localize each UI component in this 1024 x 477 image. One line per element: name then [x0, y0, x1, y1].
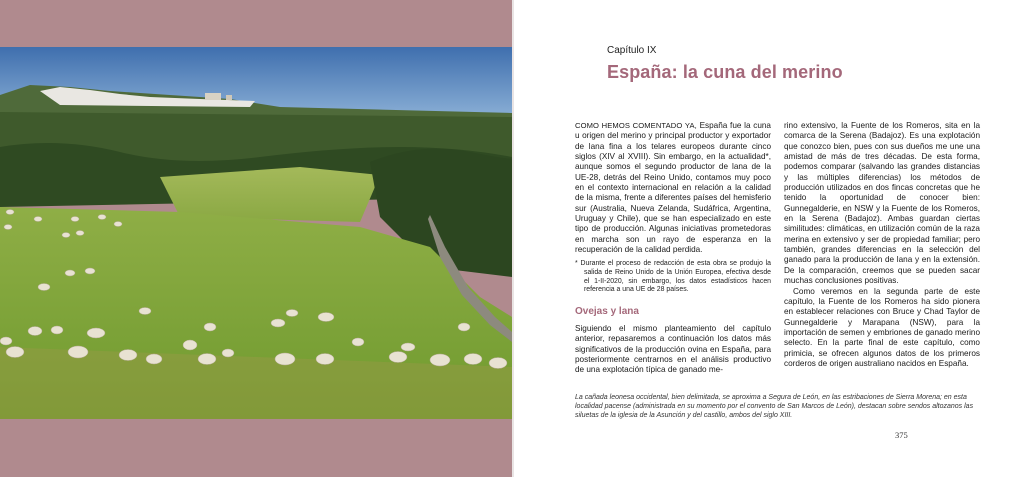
footnote: * Durante el proceso de redacción de esta obra se produjo la salida de Reino Unido de la Unión Europea, efectiva desde el 1-II-2020, sin embargo, los datos estadísticos hacen referencia a una UE de 28 países.: [575, 260, 771, 294]
paragraph-continued: rino extensivo, la Fuente de los Romeros, sita en la comarca de la Serena (Badajoz). Es una explotación que conozco bien, pues con sus dueños me une una amistad de más de tres décadas. De esta forma, podemos comparar (salvando las grandes distancias y las múltiples diferencias) los métodos de producción utilizados en dos fincas concretas que he tenido la oportunidad de conocer bien: Gunnegalderie, en NSW y la Fuente de los Romeros, en la Serena (Badajoz). Ambas guardan ciertas similitudes: climáticas, en utilización común de la raza merina en extensivo y ser de propiedad familiar; pero también, grandes diferencias en la selección del ganado para la producción de lana y en la extensión. De la comparación, creemos que se pueden sacar muchas conclusiones positivas.: [784, 121, 980, 286]
chapter-label: Capítulo IX: [607, 45, 657, 56]
paragraph-second: Como veremos en la segunda parte de este capítulo, la Fuente de los Romeros ha sido pionera en establecer relaciones con Bruce y Chad Taylor de Gunnegalderie y Marapana (NSW), para la importación de semen y embriones de ganado merino selecto. En la parte final de este capítulo, como primicia, se ofrecen algunos datos de los primeros corderos de origen australiano nacidos en España.: [784, 286, 980, 368]
right-page: [514, 0, 1024, 477]
text-column-left: [575, 121, 771, 376]
landscape-photo-sheep: [0, 47, 512, 419]
lead-in-text: COMO HEMOS COMENTADO YA,: [575, 121, 697, 130]
paragraph-intro: [575, 121, 771, 255]
paragraph-intro-body: España fue la cuna u origen del merino y principal productor y exportador de lana fina a los telares europeos durante cinco siglos (XIV al XVIII). Sin embargo, en la actualidad*, aunque somos el segundo productor de lana de la UE-28, detrás del Reino Unido, contamos muy poco en el contexto internacional en relación a la calidad de la misma, frente a diferentes países del hemisferio sur (Australia, Nueva Zelanda, Sudáfrica, Argentina, Uruguay y Chile), que se han especializado en este tipo de producción. Algunas iniciativas prometedoras en marcha son un rayo de esperanza en la recuperación de la calidad perdida.: [575, 121, 771, 255]
section-heading: Ovejas y lana: [575, 305, 639, 317]
paragraph-section: Siguiendo el mismo planteamiento del capítulo anterior, repasaremos a continuación los datos más significativos de la producción ovina en España, para posteriormente centrarnos en el análisis productivo de una explotación típica de ganado me-: [575, 323, 771, 375]
chapter-title: España: la cuna del merino: [607, 62, 843, 82]
text-column-right: [784, 121, 980, 369]
page-number: 375: [895, 430, 908, 440]
photo-caption: La cañada leonesa occidental, bien delimitada, se aproxima a Segura de León, en las estribaciones de Sierra Morena; en esta localidad pacense (administrada en su momento por el convento de San Marcos de León), destacan sobre sendos altozanos las siluetas de la iglesia de la Asunción y del castillo, ambos del siglo XIII.: [575, 394, 974, 420]
